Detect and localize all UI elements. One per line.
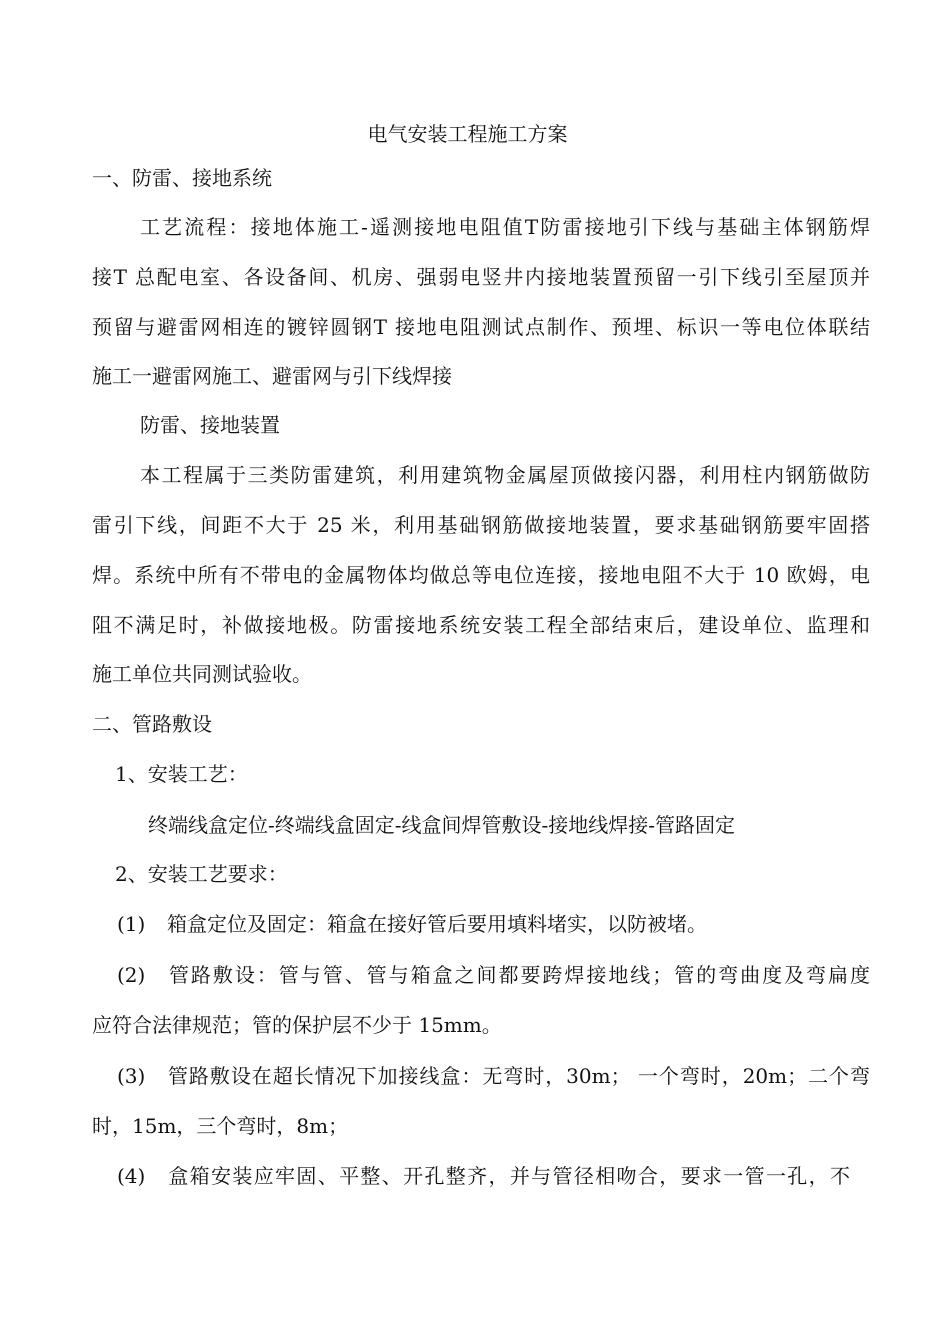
requirement-1-text: 箱盒定位及固定：箱盒在接好管后要用填料堵实，以防被堵。 bbox=[167, 912, 707, 936]
body-line-5: 施工单位共同测试验收。 bbox=[92, 662, 312, 686]
requirement-3-continuation: 时，15m，三个弯时，8m； bbox=[92, 1114, 349, 1138]
requirement-3-text: 管路敷设在超长情况下加接线盒：无弯时，30m； 一个弯时，20m；二个弯 bbox=[167, 1064, 870, 1088]
requirement-4-number: (4) bbox=[117, 1164, 146, 1188]
requirement-4 bbox=[117, 1163, 850, 1189]
item-2-label: 2、安装工艺要求： bbox=[115, 862, 288, 886]
requirement-2-text: 管路敷设：管与管、管与箱盒之间都要跨焊接地线；管的弯曲度及弯扁度 bbox=[167, 963, 870, 987]
requirement-1 bbox=[117, 911, 707, 937]
requirement-2-continuation: 应符合法律规范；管的保护层不少于 15mm。 bbox=[92, 1013, 502, 1037]
requirement-2 bbox=[117, 962, 870, 988]
body-line-2: 雷引下线，间距不大于 25 米，利用基础钢筋做接地装置，要求基础钢筋要牢固搭 bbox=[92, 513, 870, 537]
item-1-label: 1、安装工艺： bbox=[115, 762, 248, 786]
body-line-1: 本工程属于三类防雷建筑，利用建筑物金属屋顶做接闪器，利用柱内钢筋做防 bbox=[140, 463, 870, 487]
process-line-4: 施工一避雷网施工、避雷网与引下线焊接 bbox=[92, 364, 452, 388]
body-line-3: 焊。系统中所有不带电的金属物体均做总等电位连接，接地电阻不大于 10 欧姆，电 bbox=[92, 563, 870, 587]
document-title: 电气安装工程施工方案 bbox=[367, 122, 568, 146]
section-1-heading: 一、防雷、接地系统 bbox=[92, 166, 272, 190]
requirement-3 bbox=[117, 1063, 870, 1089]
body-line-4: 阻不满足时，补做接地极。防雷接地系统安装工程全部结束后，建设单位、监理和 bbox=[92, 613, 870, 637]
requirement-4-text: 盒箱安装应牢固、平整、开孔整齐，并与管径相吻合，要求一管一孔，不 bbox=[167, 1164, 850, 1188]
process-line-2: 接T 总配电室、各设备间、机房、强弱电竖井内接地装置预留一引下线引至屋顶并 bbox=[92, 265, 870, 289]
requirement-1-number: (1) bbox=[117, 912, 146, 936]
item-1-text: 终端线盒定位-终端线盒固定-线盒间焊管敷设-接地线焊接-管路固定 bbox=[148, 813, 736, 837]
requirement-3-number: (3) bbox=[117, 1064, 146, 1088]
section-1-subheading: 防雷、接地装置 bbox=[140, 413, 280, 437]
requirement-2-number: (2) bbox=[117, 963, 146, 987]
process-line-1: 工艺流程：接地体施工-遥测接地电阻值T防雷接地引下线与基础主体钢筋焊 bbox=[140, 215, 870, 239]
section-2-heading: 二、管路敷设 bbox=[92, 712, 212, 736]
process-line-3: 预留与避雷网相连的镀锌圆钢T 接地电阻测试点制作、预埋、标识一等电位体联结 bbox=[92, 315, 870, 339]
